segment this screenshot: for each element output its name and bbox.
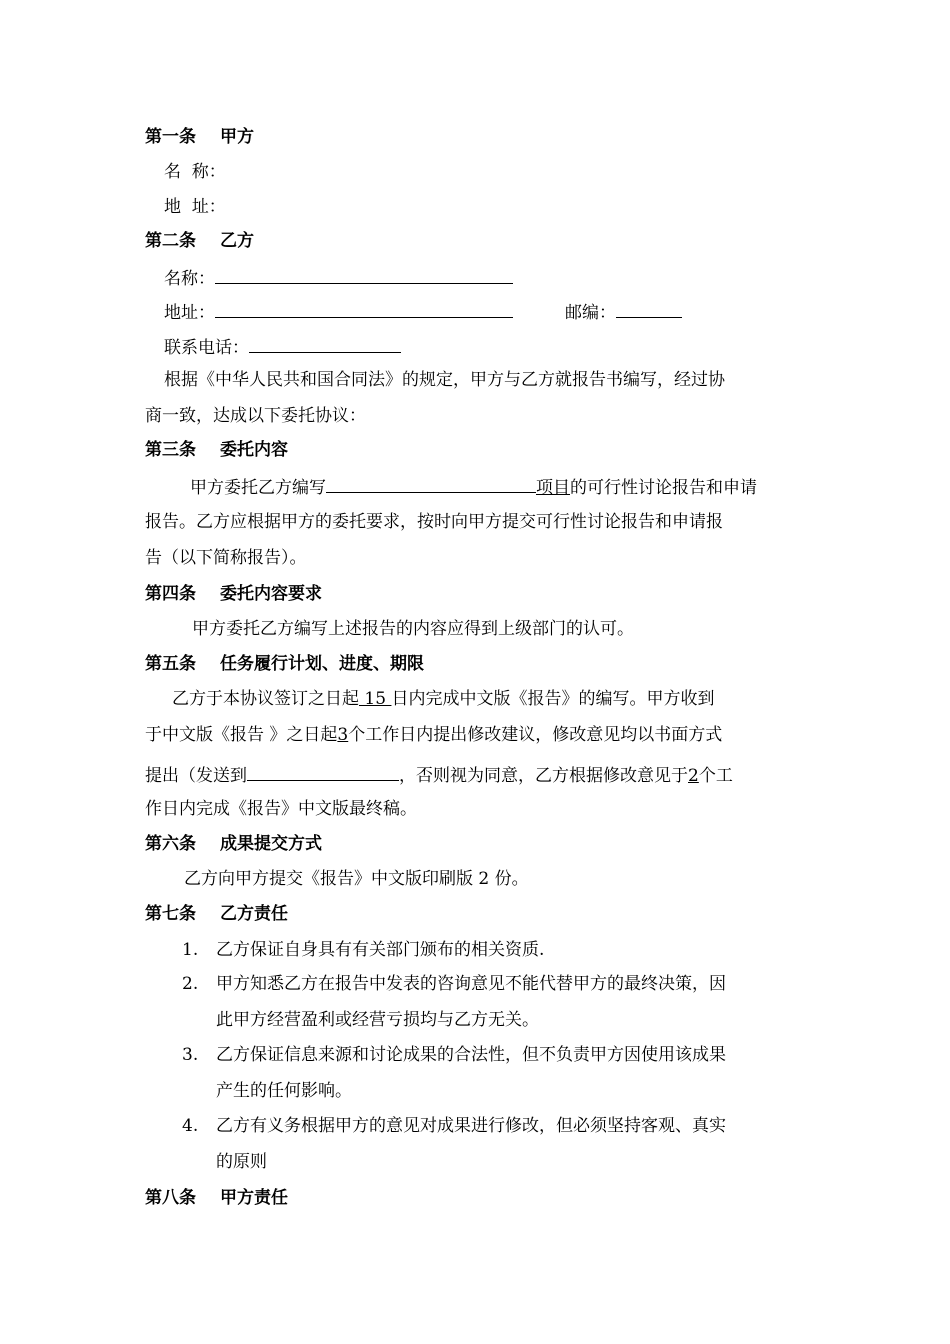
text: 的可行性讨论报告和申请 <box>570 478 757 498</box>
party-a-name-label: 名 称： <box>164 162 226 182</box>
list-item <box>182 1044 726 1066</box>
article-title: 任务履行计划、进度、期限 <box>220 654 424 674</box>
party-b-phone-row <box>164 334 401 359</box>
list-item-continuation: 的原则 <box>216 1152 267 1172</box>
article-5-heading <box>145 653 424 675</box>
text: 甲方委托乙方编写 <box>190 478 326 498</box>
article-5-line-2 <box>145 724 722 746</box>
list-text: 乙方保证信息来源和讨论成果的合法性，但不负责甲方因使用该成果 <box>216 1045 726 1065</box>
party-b-address-label: 地址： <box>164 303 215 323</box>
article-number: 第八条 <box>145 1188 196 1208</box>
text: 提出（发送到 <box>145 766 247 786</box>
article-1-heading <box>145 126 254 148</box>
article-6-heading <box>145 833 322 855</box>
article-number: 第一条 <box>145 127 196 147</box>
text: ，否则视为同意，乙方根据修改意见于 <box>399 766 688 786</box>
article-title: 委托内容要求 <box>220 584 322 604</box>
party-a-address-label: 地 址： <box>164 197 226 217</box>
party-b-zip-row <box>565 299 682 324</box>
article-title: 乙方 <box>220 231 254 251</box>
party-b-phone-label: 联系电话： <box>164 338 249 358</box>
article-8-heading <box>145 1187 288 1209</box>
article-4-body: 甲方委托乙方编写上述报告的内容应得到上级部门的认可。 <box>192 619 634 639</box>
party-b-address-blank[interactable] <box>215 299 513 318</box>
list-number: 4. <box>182 1116 199 1136</box>
text: 于中文版《报告 》之日起 <box>145 725 338 745</box>
project-name-blank[interactable] <box>326 474 536 493</box>
list-number: 3. <box>182 1045 199 1065</box>
text: 个工作日内提出修改建议，修改意见均以书面方式 <box>348 725 723 745</box>
send-to-blank[interactable] <box>247 762 399 781</box>
article-title: 委托内容 <box>220 440 288 460</box>
intro-line-1: 根据《中华人民共和国合同法》的规定，甲方与乙方就报告书编写，经过协 <box>164 370 725 390</box>
party-b-name-label: 名称： <box>164 269 215 289</box>
article-5-line-1 <box>172 688 714 710</box>
list-item <box>182 1115 726 1137</box>
article-number: 第六条 <box>145 834 196 854</box>
list-item <box>182 939 544 961</box>
article-6-body: 乙方向甲方提交《报告》中文版印刷版 2 份。 <box>184 869 529 889</box>
days-value: 3 <box>337 725 349 745</box>
article-5-line-3 <box>145 762 733 787</box>
article-2-heading <box>145 230 254 252</box>
article-number: 第三条 <box>145 440 196 460</box>
article-title: 甲方 <box>220 127 254 147</box>
party-b-name-row <box>164 265 513 290</box>
days-value: 2 <box>688 766 699 786</box>
party-b-phone-blank[interactable] <box>249 334 401 353</box>
text: 乙方于本协议签订之日起 <box>172 689 359 709</box>
article-3-heading <box>145 439 288 461</box>
list-item <box>182 973 726 995</box>
text: 个工 <box>698 766 733 786</box>
article-number: 第七条 <box>145 904 196 924</box>
text: 日内完成中文版《报告》的编写。甲方收到 <box>391 689 715 709</box>
party-b-address-row <box>164 299 513 324</box>
article-5-line-4: 作日内完成《报告》中文版最终稿。 <box>145 799 417 819</box>
intro-line-2: 商一致，达成以下委托协议： <box>145 406 366 426</box>
article-title: 乙方责任 <box>220 904 288 924</box>
days-value: 15 <box>359 689 392 709</box>
party-b-name-blank[interactable] <box>215 265 513 284</box>
list-text: 甲方知悉乙方在报告中发表的咨询意见不能代替甲方的最终决策，因 <box>216 974 726 994</box>
article-number: 第四条 <box>145 584 196 604</box>
list-number: 2. <box>182 974 199 994</box>
list-item-continuation: 产生的任何影响。 <box>216 1081 352 1101</box>
party-b-zip-blank[interactable] <box>616 299 682 318</box>
party-b-zip-label: 邮编： <box>565 303 616 323</box>
article-title: 成果提交方式 <box>220 834 322 854</box>
article-7-heading <box>145 903 288 925</box>
list-text: 乙方有义务根据甲方的意见对成果进行修改，但必须坚持客观、真实 <box>216 1116 726 1136</box>
article-title: 甲方责任 <box>220 1188 288 1208</box>
article-4-heading <box>145 583 322 605</box>
article-number: 第二条 <box>145 231 196 251</box>
list-number: 1. <box>182 940 199 960</box>
project-label: 项目 <box>536 478 570 498</box>
list-text: 乙方保证自身具有有关部门颁布的相关资质. <box>216 940 545 960</box>
article-3-line-2: 报告。乙方应根据甲方的委托要求，按时向甲方提交可行性讨论报告和申请报 <box>145 512 723 532</box>
article-3-line-3: 告（以下简称报告）。 <box>145 548 307 568</box>
article-3-line-1 <box>190 474 757 499</box>
article-number: 第五条 <box>145 654 196 674</box>
list-item-continuation: 此甲方经营盈利或经营亏损均与乙方无关。 <box>216 1010 539 1030</box>
